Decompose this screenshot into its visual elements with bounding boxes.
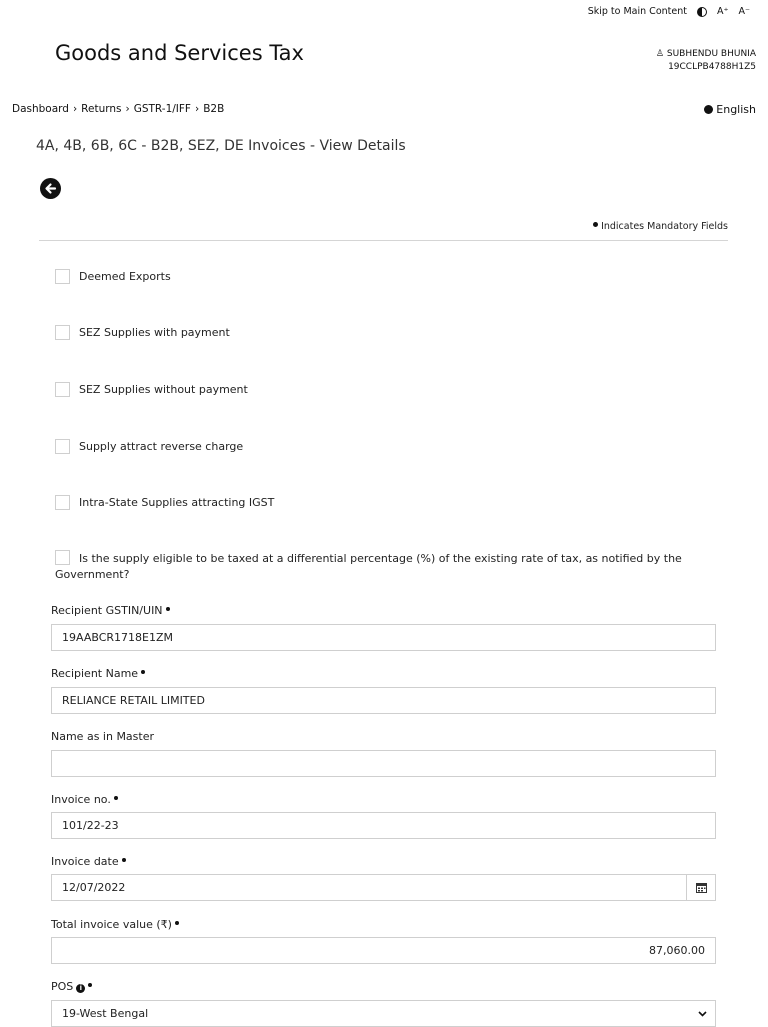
recipient-name-input[interactable] <box>51 687 716 714</box>
user-gstin: 19CCLPB4788H1Z5 <box>668 62 756 72</box>
invoice-date-label <box>51 855 126 868</box>
breadcrumb-separator: › <box>72 103 78 115</box>
pos-select[interactable] <box>51 1000 716 1027</box>
info-icon[interactable]: i <box>76 984 85 993</box>
mandatory-note <box>593 221 728 232</box>
deemed-exports-checkbox[interactable] <box>55 269 171 284</box>
utility-bar <box>588 6 750 17</box>
chevron-down-icon <box>698 1011 707 1017</box>
globe-icon <box>704 105 713 114</box>
sez-with-payment-checkbox[interactable] <box>55 325 230 340</box>
required-dot-icon <box>88 983 92 987</box>
font-decrease-button[interactable]: A⁻ <box>738 6 750 17</box>
calendar-button[interactable] <box>686 874 716 901</box>
user-info[interactable] <box>656 48 756 74</box>
sez-without-payment-checkbox[interactable] <box>55 382 248 397</box>
breadcrumb-separator: › <box>125 103 130 115</box>
language-label: English <box>716 103 756 116</box>
gstin-input[interactable] <box>51 624 716 651</box>
breadcrumb-b2b: B2B <box>203 103 225 115</box>
invoice-no-label <box>51 793 118 806</box>
page-heading: 4A, 4B, 6B, 6C - B2B, SEZ, DE Invoices - View Details <box>36 138 406 154</box>
breadcrumb-separator: › <box>194 103 200 115</box>
checkbox-box[interactable] <box>55 550 70 565</box>
checkbox-label: Intra-State Supplies attracting IGST <box>79 496 275 509</box>
total-value-input[interactable] <box>51 937 716 964</box>
total-value-label-text: Total invoice value (₹) <box>51 918 172 931</box>
pos-label <box>51 980 92 993</box>
checkbox-box[interactable] <box>55 382 70 397</box>
required-dot-icon <box>114 796 118 800</box>
differential-rate-checkbox[interactable] <box>55 550 705 583</box>
contrast-icon[interactable] <box>697 7 707 17</box>
breadcrumb-returns[interactable]: Returns <box>81 103 122 115</box>
invoice-no-label-text: Invoice no. <box>51 793 111 806</box>
language-selector[interactable] <box>704 103 756 116</box>
intra-state-igst-checkbox[interactable] <box>55 495 274 510</box>
divider <box>39 240 728 241</box>
invoice-date-input[interactable] <box>51 874 716 901</box>
checkbox-label: SEZ Supplies without payment <box>79 383 248 396</box>
mandatory-dot-icon <box>593 222 598 227</box>
recipient-name-label-text: Recipient Name <box>51 667 139 680</box>
circle-arrow-left-icon <box>44 182 57 195</box>
required-dot-icon <box>141 670 145 674</box>
checkbox-box[interactable] <box>55 495 70 510</box>
checkbox-label: Deemed Exports <box>79 270 171 283</box>
gstin-label <box>51 604 170 617</box>
checkbox-label: Supply attract reverse charge <box>79 440 244 453</box>
required-dot-icon <box>166 607 170 611</box>
gstin-label-text: Recipient GSTIN/UIN <box>51 604 163 617</box>
invoice-date-label-text: Invoice date <box>51 855 119 868</box>
user-name: SUBHENDU BHUNIA <box>666 49 756 59</box>
font-increase-button[interactable]: A⁺ <box>716 6 729 17</box>
total-value-label <box>51 918 179 931</box>
checkbox-box[interactable] <box>55 325 70 340</box>
user-icon: ♙ <box>655 49 664 59</box>
required-dot-icon <box>175 921 179 925</box>
checkbox-label: SEZ Supplies with payment <box>79 326 230 339</box>
breadcrumb-dashboard[interactable]: Dashboard <box>12 103 69 115</box>
back-button[interactable] <box>40 178 61 199</box>
invoice-no-input[interactable] <box>51 812 716 839</box>
breadcrumb-gstr1[interactable]: GSTR-1/IFF <box>133 103 191 115</box>
checkbox-box[interactable] <box>55 269 70 284</box>
recipient-name-label <box>51 667 145 680</box>
calendar-icon <box>696 882 707 893</box>
checkbox-box[interactable] <box>55 439 70 454</box>
skip-to-main-link[interactable]: Skip to Main Content <box>587 6 687 17</box>
pos-label-text: POS <box>51 980 74 993</box>
required-dot-icon <box>122 858 126 862</box>
checkbox-label: Is the supply eligible to be taxed at a differential percentage (%) of the existing rate of tax, as notified by the Government? <box>55 552 682 581</box>
pos-selected-value: 19-West Bengal <box>62 1007 149 1020</box>
mandatory-note-text: Indicates Mandatory Fields <box>601 221 728 232</box>
master-name-input[interactable] <box>51 750 716 777</box>
site-title: Goods and Services Tax <box>55 41 304 65</box>
breadcrumb <box>12 103 224 115</box>
master-name-label: Name as in Master <box>51 730 155 743</box>
reverse-charge-checkbox[interactable] <box>55 439 243 454</box>
